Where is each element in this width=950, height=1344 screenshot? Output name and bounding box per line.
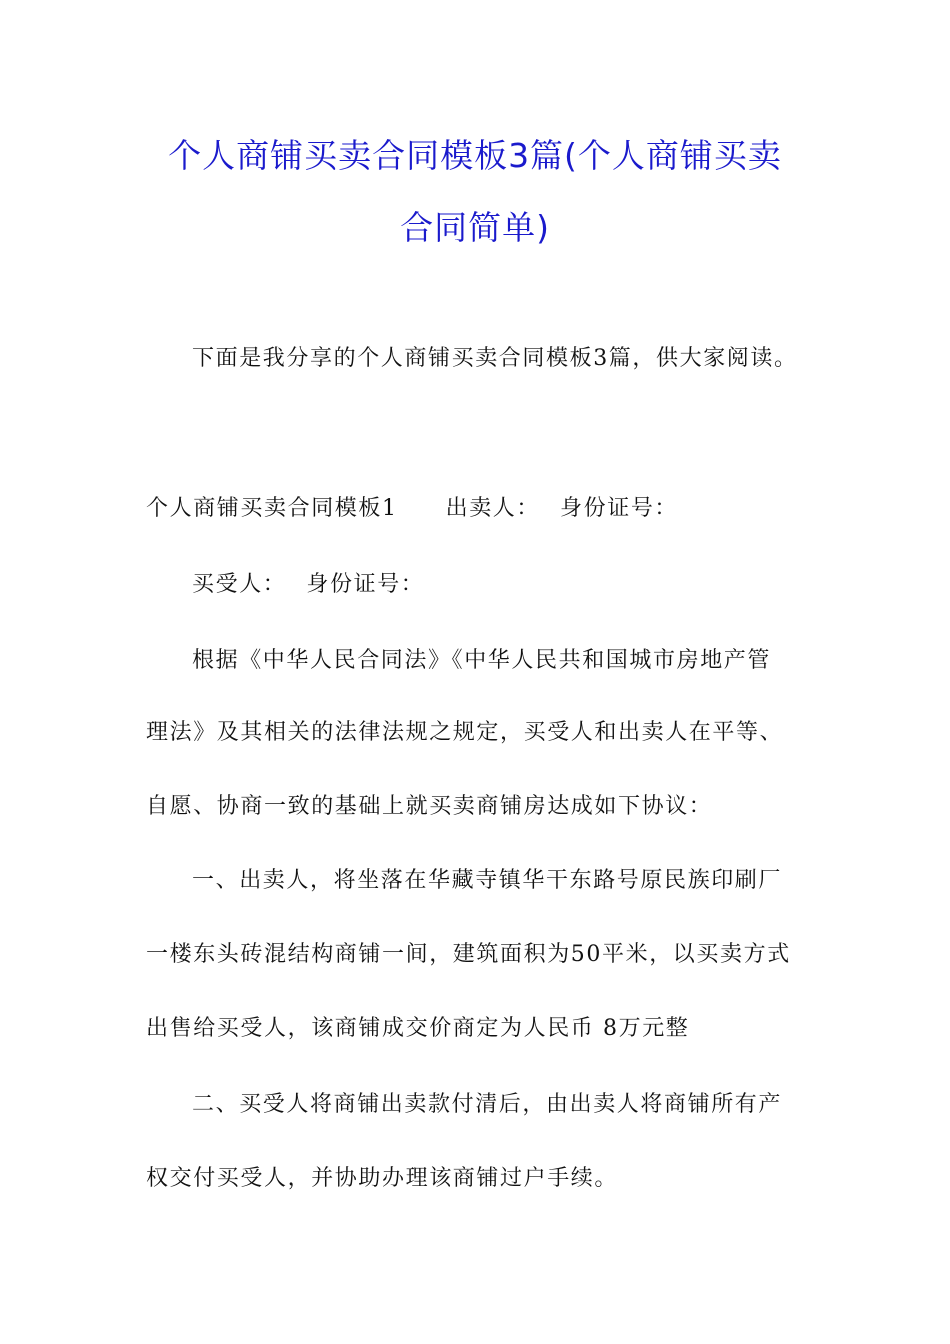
seller-label: 出卖人： <box>445 496 541 521</box>
clause-2-line-1: 二、买受人将商铺出卖款付清后，由出卖人将商铺所有产 <box>192 1092 783 1117</box>
contract-heading-line <box>146 494 806 524</box>
clause-2-line-2: 权交付买受人，并协助办理该商铺过户手续。 <box>146 1166 619 1191</box>
preamble-line-2: 理法》及其相关的法律法规之规定，买受人和出卖人在平等、 <box>146 720 784 745</box>
preamble-line-1: 根据《中华人民合同法》《中华人民共和国城市房地产管 <box>192 648 772 673</box>
clause-1-line-1: 一、出卖人，将坐落在华藏寺镇华干东路号原民族印刷厂 <box>192 868 783 893</box>
intro-paragraph: 下面是我分享的个人商铺买卖合同模板3篇，供大家阅读。 <box>192 346 798 371</box>
document-title-line-1: 个人商铺买卖合同模板3篇(个人商铺买卖 <box>168 136 782 175</box>
preamble-line-3: 自愿、协商一致的基础上就买卖商铺房达成如下协议： <box>146 794 713 819</box>
seller-id-label: 身份证号： <box>560 496 679 521</box>
clause-1-line-2: 一楼东头砖混结构商铺一间，建筑面积为50平米，以买卖方式 <box>146 942 791 967</box>
clause-1-line-3: 出售给买受人，该商铺成交价商定为人民币 8万元整 <box>146 1016 690 1041</box>
buyer-id-label: 身份证号： <box>306 572 425 597</box>
document-title-line-2: 合同简单) <box>400 208 550 247</box>
contract-heading: 个人商铺买卖合同模板1 <box>146 496 398 521</box>
buyer-label: 买受人： <box>192 572 287 597</box>
buyer-line <box>192 570 806 600</box>
